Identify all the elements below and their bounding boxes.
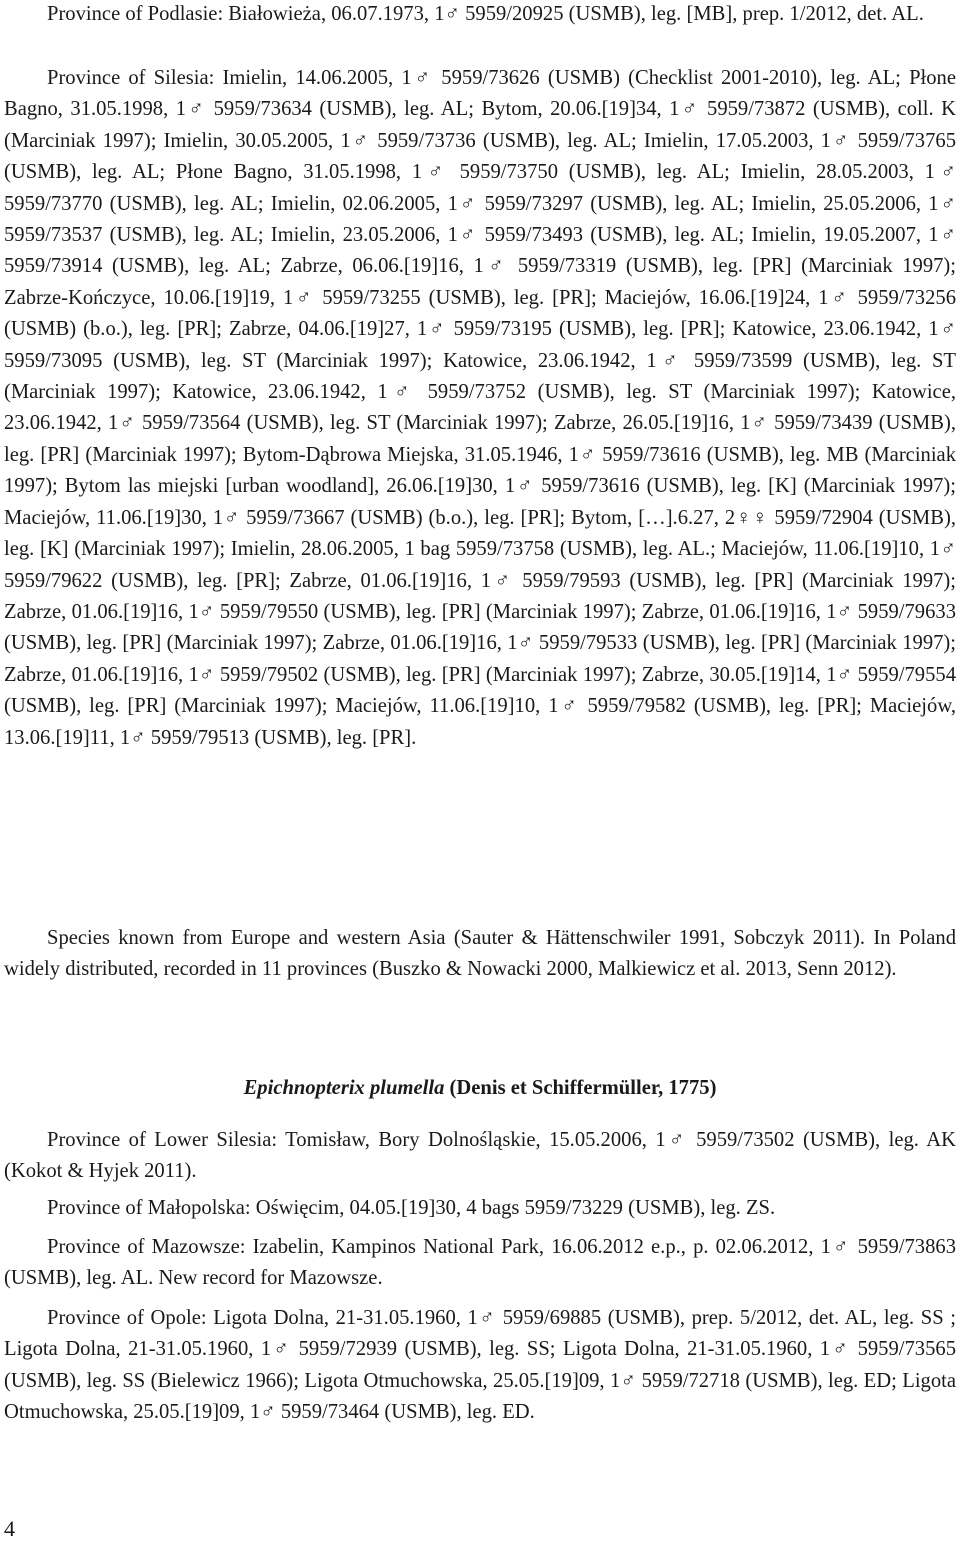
- species-name: Epichnopterix plumella: [243, 1077, 445, 1099]
- species-author: (Denis et Schiffermüller, 1775): [449, 1077, 717, 1099]
- distribution-note: Species known from Europe and western Asia (Sauter & Hättenschwiler 1991, Sobczyk 2011). In Poland widely distributed, recorded in 11 provinces (Buszko & Nowacki 2000, Malkiewicz et al. 2013, Senn 2012).: [4, 927, 956, 981]
- record-silesia: Province of Silesia: Imielin, 14.06.2005, 1♂ 5959/73626 (USMB) (Checklist 2001-2010), leg. AL; Płone Bagno, 31.05.1998, 1♂ 5959/73634 (USMB), leg. AL; Bytom, 20.06.[19]34, 1♂ 5959/73872 (USMB), coll. K (Marciniak 1997); Imielin, 30.05.2005, 1♂ 5959/73736 (USMB), leg. AL; Imielin, 17.05.2003, 1♂ 5959/73765 (USMB), leg. AL; Płone Bagno, 31.05.1998, 1♂ 5959/73750 (USMB), leg. AL; Imielin, 28.05.2003, 1♂ 5959/73770 (USMB), leg. AL; Imielin, 02.06.2005, 1♂ 5959/73297 (USMB), leg. AL; Imielin, 25.05.2006, 1♂ 5959/73537 (USMB), leg. AL; Imielin, 23.05.2006, 1♂ 5959/73493 (USMB), leg. AL; Imielin, 19.05.2007, 1♂ 5959/73914 (USMB), leg. AL; Zabrze, 06.06.[19]16, 1♂ 5959/73319 (USMB), leg. [PR] (Marciniak 1997); Zabrze-Kończyce, 10.06.[19]19, 1♂ 5959/73255 (USMB), leg. [PR]; Maciejów, 16.06.[19]24, 1♂ 5959/73256 (USMB) (b.o.), leg. [PR]; Zabrze, 04.06.[19]27, 1♂ 5959/73195 (USMB), leg. [PR]; Katowice, 23.06.1942, 1♂ 5959/73095 (USMB), leg. ST (Marciniak 1997); Katowice, 23.06.1942, 1♂ 5959/73599 (USMB), leg. ST (Marciniak 1997); Katowice, 23.06.1942, 1♂ 5959/73752 (USMB), leg. ST (Marciniak 1997); Katowice, 23.06.1942, 1♂ 5959/73564 (USMB), leg. ST (Marciniak 1997); Zabrze, 26.05.[19]16, 1♂ 5959/73439 (USMB), leg. [PR] (Marciniak 1997); Bytom-Dąbrowa Miejska, 31.05.1946, 1♂ 5959/73616 (USMB), leg. MB (Marciniak 1997); Bytom las miejski [urban woodland], 26.06.[19]30, 1♂ 5959/73616 (USMB), leg. [K] (Marciniak 1997); Maciejów, 11.06.[19]30, 1♂ 5959/73667 (USMB) (b.o.), leg. [PR]; Bytom, […].6.27, 2♀♀ 5959/72904 (USMB), leg. [K] (Marciniak 1997); Imielin, 28.06.2005, 1 bag 5959/73758 (USMB), leg. AL.; Maciejów, 11.06.[19]10, 1♂ 5959/79622 (USMB), leg. [PR]; Zabrze, 01.06.[19]16, 1♂ 5959/79593 (USMB), leg. [PR] (Marciniak 1997); Zabrze, 01.06.[19]16, 1♂ 5959/79550 (USMB), leg. [PR] (Marciniak 1997); Zabrze, 01.06.[19]16, 1♂ 5959/79633 (USMB), leg. [PR] (Marciniak 1997); Zabrze, 01.06.[19]16, 1♂ 5959/79533 (USMB), leg. [PR] (Marciniak 1997); Zabrze, 01.06.[19]16, 1♂ 5959/79502 (USMB), leg. [PR] (Marciniak 1997); Zabrze, 30.05.[19]14, 1♂ 5959/79554 (USMB), leg. [PR] (Marciniak 1997); Maciejów, 11.06.[19]10, 1♂ 5959/79582 (USMB), leg. [PR]; Maciejów, 13.06.[19]11, 1♂ 5959/79513 (USMB), leg. [PR].: [4, 67, 956, 749]
- record-malopolska: Province of Małopolska: Oświęcim, 04.05.[19]30, 4 bags 5959/73229 (USMB), leg. ZS.: [47, 1197, 776, 1219]
- document-page: [4, 0, 956, 1547]
- species-heading: [4, 1073, 956, 1104]
- record-podlasie: Province of Podlasie: Białowieża, 06.07.1973, 1♂ 5959/20925 (USMB), leg. [MB], prep. 1/2012, det. AL.: [47, 3, 924, 25]
- record-lower-silesia: Province of Lower Silesia: Tomisław, Bory Dolnośląskie, 15.05.2006, 1♂ 5959/73502 (USMB), leg. AK (Kokot & Hyjek 2011).: [4, 1129, 956, 1183]
- page-number: 4: [4, 1516, 15, 1541]
- record-opole: Province of Opole: Ligota Dolna, 21-31.05.1960, 1♂ 5959/69885 (USMB), prep. 5/2012, det. AL, leg. SS ; Ligota Dolna, 21-31.05.1960, 1♂ 5959/72939 (USMB), leg. SS; Ligota Dolna, 21-31.05.1960, 1♂ 5959/73565 (USMB), leg. SS (Bielewicz 1966); Ligota Otmuchowska, 25.05.[19]09, 1♂ 5959/72718 (USMB), leg. ED; Ligota Otmuchowska, 25.05.[19]09, 1♂ 5959/73464 (USMB), leg. ED.: [4, 1307, 956, 1424]
- record-mazowsze: Province of Mazowsze: Izabelin, Kampinos National Park, 16.06.2012 e.p., p. 02.06.2012, 1♂ 5959/73863 (USMB), leg. AL. New record for Mazowsze.: [4, 1236, 956, 1290]
